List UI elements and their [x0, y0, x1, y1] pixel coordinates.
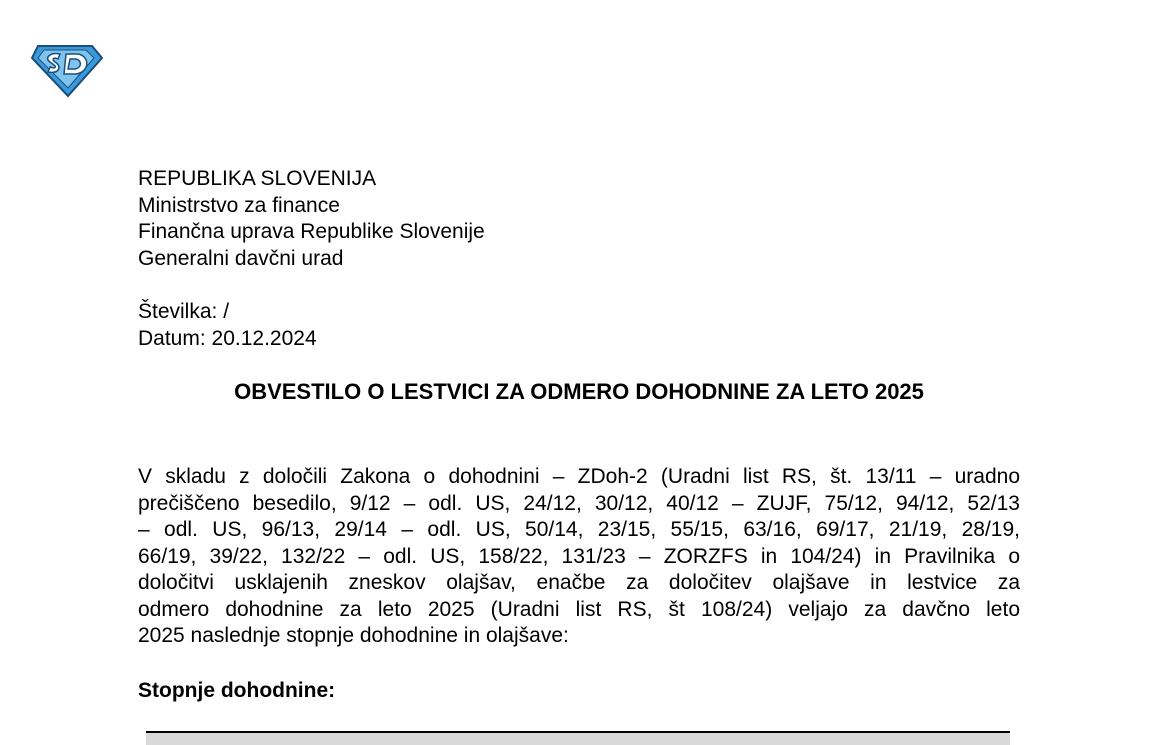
- body-line: prečiščeno besedilo, 9/12 – odl. US, 24/12, 30/12, 40/12 – ZUJF, 75/12, 94/12, 52/13: [138, 491, 1020, 515]
- header-country: REPUBLIKA SLOVENIJA: [138, 167, 377, 190]
- fu-shield-logo-icon: [30, 40, 104, 100]
- document-title: OBVESTILO O LESTVICI ZA ODMERO DOHODNINE ZA LETO 2025: [234, 379, 924, 404]
- document-number: Številka: /: [138, 300, 230, 323]
- body-line: – odl. US, 96/13, 29/14 – odl. US, 50/14, 23/15, 55/15, 63/16, 69/17, 21/19, 28/19,: [138, 518, 1020, 541]
- body-line: 2025 naslednje stopnje dohodnine in olajšave:: [138, 624, 569, 647]
- body-paragraph: [138, 464, 1020, 650]
- section-heading: Stopnje dohodnine:: [138, 679, 336, 702]
- document-date: Datum: 20.12.2024: [138, 326, 317, 350]
- header-ministry: Ministrstvo za finance: [138, 193, 340, 217]
- sender-header: [138, 166, 485, 272]
- document-meta: [138, 299, 317, 352]
- body-line: 66/19, 39/22, 132/22 – odl. US, 158/22, 131/23 – ZORZFS in 104/24) in Pravilnika o: [138, 544, 1020, 568]
- header-office: Generalni davčni urad: [138, 246, 344, 270]
- body-line: odmero dohodnine za leto 2025 (Uradni list RS, št 108/24) veljajo za davčno leto: [138, 597, 1020, 621]
- body-line: V skladu z določili Zakona o dohodnini – ZDoh-2 (Uradni list RS, št. 13/11 – uradno: [138, 465, 1020, 488]
- header-administration: Finančna uprava Republike Slovenije: [138, 220, 485, 243]
- body-line: določitvi usklajenih zneskov olajšav, enačbe za določitev olajšave in lestvice za: [138, 571, 1020, 594]
